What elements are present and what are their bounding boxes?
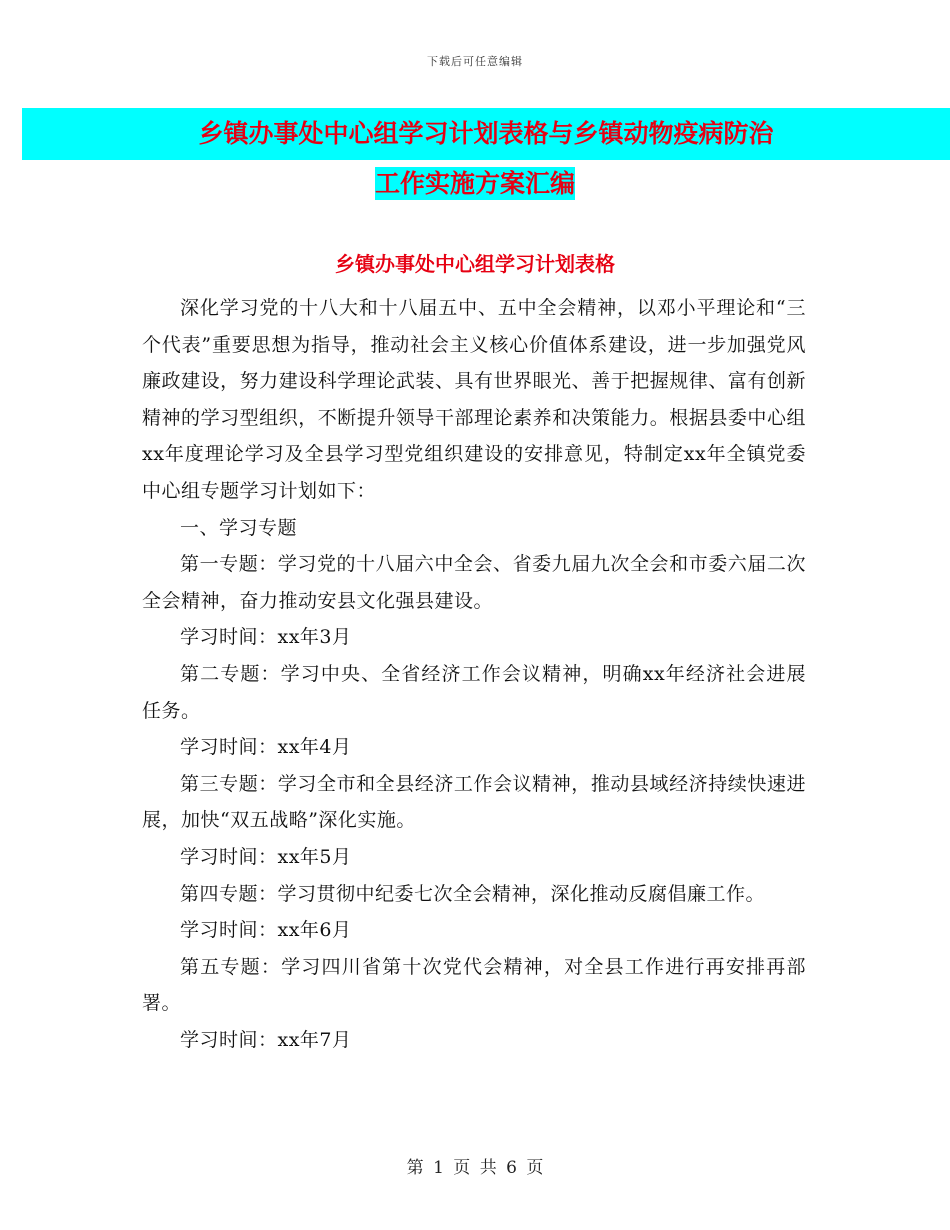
- page-footer: 第 1 页 共 6 页: [406, 1158, 544, 1178]
- paragraph-time-1: 学习时间：xx年3月: [180, 626, 352, 649]
- section-title: 乡镇办事处中心组学习计划表格: [335, 252, 615, 276]
- paragraph-time-3: 学习时间：xx年5月: [180, 845, 352, 868]
- paragraph-intro: 深化学习党的十八大和十八届五中、五中全会精神，以邓小平理论和“三个代表”重要思想为指导，推动社会主义核心价值体系建设，进一步加强党风廉政建设，努力建设科学理论武装、具有世界眼光、善于把握规律、富有创新精神的学习型组织，不断提升领导干部理论素养和决策能力。根据县委中心组xx年度理论学习及全县学习型党组织建设的安排意见，特制定xx年全镇党委中心组专题学习计划如下：: [142, 297, 806, 502]
- document-title: [0, 108, 950, 208]
- paragraph-topic-4: 第四专题：学习贯彻中纪委七次全会精神，深化推动反腐倡廉工作。: [180, 882, 766, 905]
- paragraph-topic-1: 第一专题：学习党的十八届六中全会、省委九届九次全会和市委六届二次全会精神，奋力推动安县文化强县建设。: [142, 553, 806, 612]
- paragraph-time-4: 学习时间：xx年6月: [180, 919, 352, 942]
- page-header: 下载后可任意编辑: [427, 55, 523, 68]
- paragraph-time-2: 学习时间：xx年4月: [180, 736, 352, 759]
- title-highlight-1: 乡镇办事处中心组学习计划表格与乡镇动物疫病防治: [198, 119, 774, 148]
- paragraph-topic-5: 第五专题：学习四川省第十次党代会精神，对全县工作进行再安排再部署。: [142, 955, 806, 1015]
- document-body: [142, 290, 806, 1058]
- paragraph-topic-2: 第二专题：学习中央、全省经济工作会议精神，明确xx年经济社会进展任务。: [142, 662, 806, 722]
- document-title-line-1: [22, 108, 950, 160]
- paragraph-heading-topics: 一、学习专题: [180, 516, 298, 539]
- document-title-line-2: 工作实施方案汇编: [374, 169, 575, 198]
- paragraph-topic-3: 第三专题：学习全市和全县经济工作会议精神，推动县域经济持续快速进展，加快“双五战略”深化实施。: [142, 772, 806, 832]
- paragraph-time-5: 学习时间：xx年7月: [180, 1028, 352, 1051]
